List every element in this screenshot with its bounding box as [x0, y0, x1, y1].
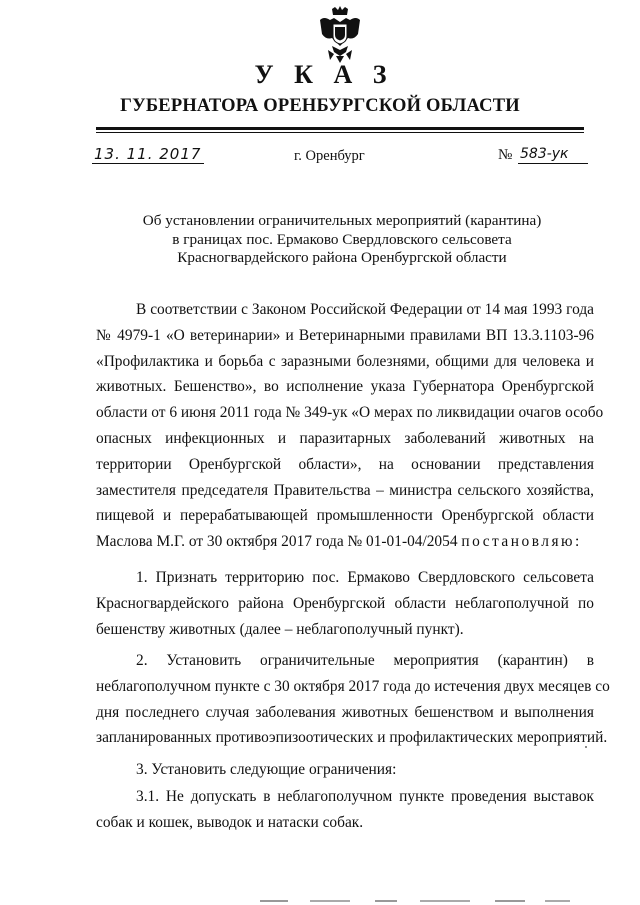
paragraph-line-final — [96, 529, 594, 555]
item-3-1-paragraph — [96, 784, 594, 836]
header-rule-thick — [96, 127, 584, 130]
paragraph-line: опасных инфекционных и паразитарных заболеваний животных на — [96, 429, 594, 447]
paragraph-line: территории Оренбургской области», на основании представления — [96, 455, 594, 473]
paragraph-line: собак и кошек, выводок и натаски собак. — [96, 813, 364, 831]
item-1-paragraph — [96, 565, 594, 642]
paragraph-line: бешенству животных (далее – неблагополучный пункт). — [96, 620, 464, 638]
paragraph-line: 3.1. Не допускать в неблагополучном пункте проведения выставок — [136, 788, 594, 805]
document-subtitle: ГУБЕРНАТОРА ОРЕНБУРГСКОЙ ОБЛАСТИ — [120, 96, 520, 116]
paragraph-line: 3. Установить следующие ограничения: — [136, 761, 397, 778]
paragraph-line: пищевой и перерабатывающей промышленности Оренбургской области — [96, 507, 594, 525]
paragraph-line: В соответствии с Законом Российской Федерации от 14 мая 1993 года — [136, 301, 594, 318]
paragraph-line: «Профилактика и борьба с заразными болезнями, общими для человека и — [96, 352, 594, 370]
subject-line: в границах пос. Ермаково Свердловского сельсовета — [172, 230, 512, 248]
coat-of-arms-icon — [318, 6, 362, 64]
item-2-paragraph — [96, 648, 610, 751]
subject-line: Об установлении ограничительных мероприятий (карантина) — [142, 212, 542, 229]
decree-city: г. Оренбург — [294, 148, 365, 164]
document-title: У К А З — [254, 60, 394, 89]
paragraph-line: неблагополучном пункте с 30 октября 2017 года до истечения двух месяцев со — [96, 677, 610, 695]
paragraph-line: области от 6 июня 2011 года № 349-ук «О мерах по ликвидации очагов особо — [96, 404, 604, 422]
header-rule-thin — [96, 132, 584, 133]
paragraph-line: 2. Установить ограничительные мероприятия (карантин) в — [136, 652, 594, 669]
subject-line: Красногвардейского района Оренбургской области — [177, 249, 507, 266]
intro-paragraph — [96, 297, 604, 555]
paragraph-line: 1. Признать территорию пос. Ермаково Свердловского сельсовета — [136, 569, 594, 586]
decree-subject — [96, 212, 588, 268]
decree-number: 583-ук — [518, 145, 588, 164]
scan-edge-marks — [250, 899, 580, 903]
decree-word: постановляю: — [461, 533, 582, 551]
item-3-paragraph — [96, 757, 594, 783]
paragraph-line: заместителя председателя Правительства – министра сельского хозяйства, — [96, 481, 594, 499]
paragraph-line: дня последнего случая заболевания животных бешенством и выполнения — [96, 703, 594, 721]
paragraph-line: № 4979-1 «О ветеринарии» и Ветеринарными правилами ВП 13.3.1103-96 — [96, 326, 594, 344]
decree-date: 13. 11. 2017 — [92, 145, 204, 164]
paragraph-line: запланированных противоэпизоотических и профилактических мероприятий. — [96, 729, 608, 747]
paragraph-line: Маслова М.Г. от 30 октября 2017 года № 01-01-04/2054 — [96, 533, 458, 551]
number-sign: № — [498, 147, 513, 163]
paragraph-line: животных. Бешенство», во исполнение указа Губернатора Оренбургской — [96, 378, 594, 396]
paragraph-line: Красногвардейского района Оренбургской области неблагополучной по — [96, 594, 594, 612]
scan-artifact — [585, 746, 587, 748]
